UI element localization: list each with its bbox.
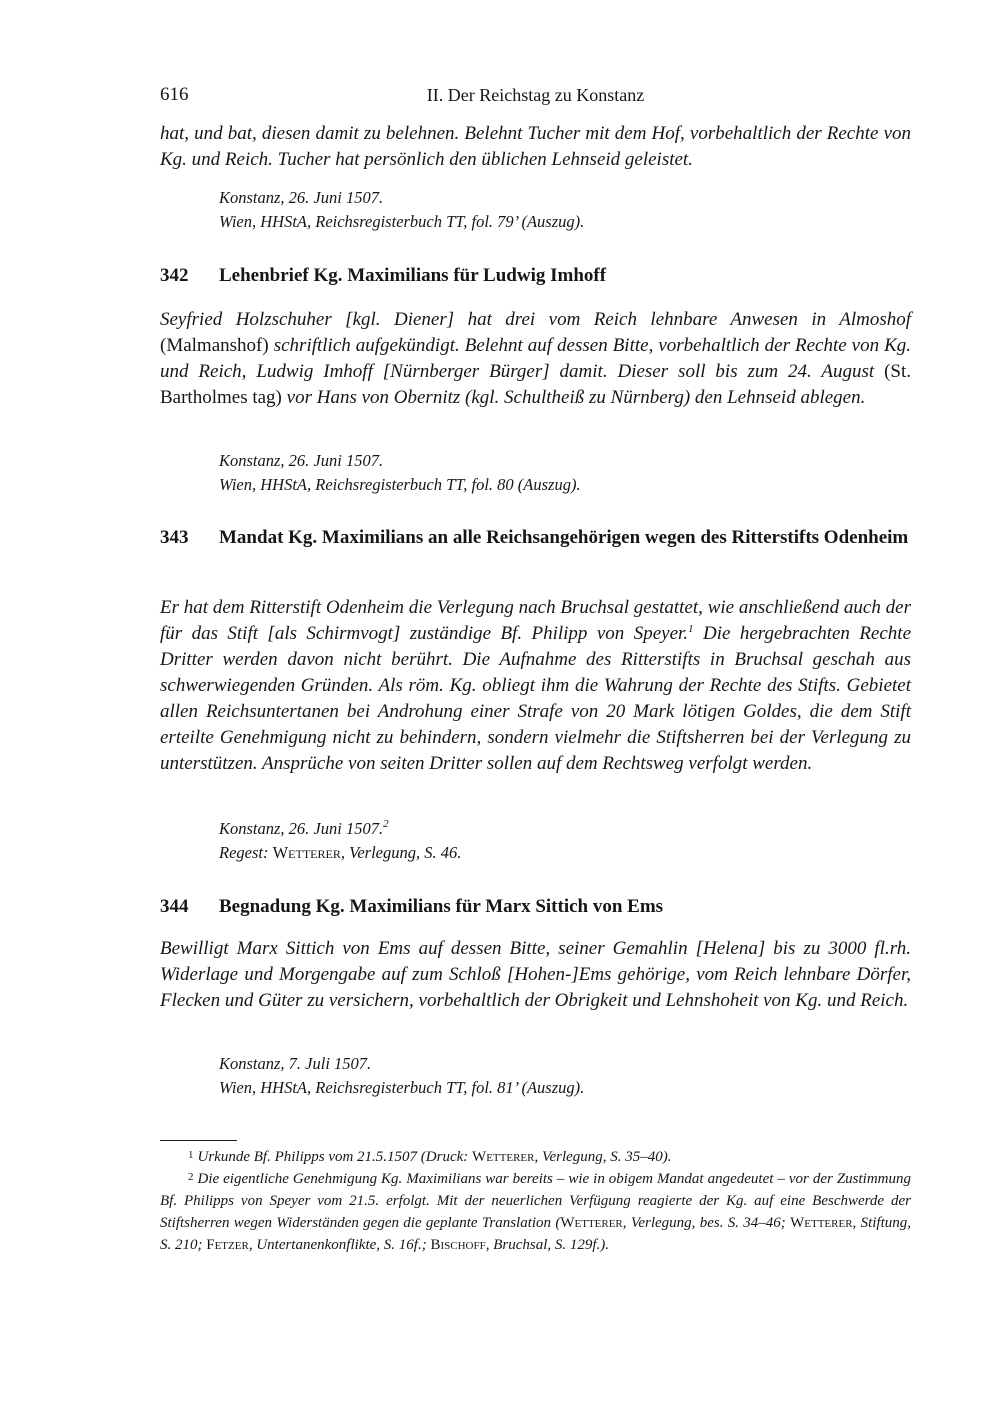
entry-342-text-1: Seyfried Holzschuher [kgl. Diener] hat drei vom Reich lehnbare Anwesen in Almoshof xyxy=(160,309,911,330)
entry-342-source: Wien, HHStA, Reichsregisterbuch TT, fol. 80 (Auszug). xyxy=(219,475,581,494)
entry-342-date: Konstanz, 26. Juni 1507. xyxy=(219,451,384,470)
footnote-1-text: Urkunde Bf. Philipps vom 21.5.1507 (Druck: xyxy=(197,1149,469,1165)
entry-344-heading xyxy=(160,894,911,920)
intro-source: Wien, HHStA, Reichsregisterbuch TT, fol. 79’ (Auszug). xyxy=(219,212,585,231)
entry-344-number: 344 xyxy=(160,896,189,917)
entry-344-regest: Bewilligt Marx Sittich von Ems auf dessen Bitte, seiner Gemahlin [Helena] bis zu 3000 fl.rh. Widerlage und Morgengabe auf zum Schloß [Hohen-]Ems gehörige, vom Reich lehnbare Dörfer, Flecken und Güter zu versichern, vorbehaltlich der Obrigkeit und Lehnshoheit von Kg. und Reich. xyxy=(160,938,911,1011)
entry-343-date: Konstanz, 26. Juni 1507. xyxy=(219,819,384,838)
footnote-2-ref-2: , Stiftung, S. 210; xyxy=(160,1215,912,1253)
entry-342-title: Lehenbrief Kg. Maximilians für Ludwig Imhoff xyxy=(219,265,607,286)
footnotes xyxy=(160,1146,911,1256)
footnote-2-ref-1: , Verlegung, bes. S. 34–46; xyxy=(622,1215,786,1231)
regest-label: Regest: xyxy=(219,843,269,862)
footnote-2-author-1: Wetterer xyxy=(560,1215,623,1231)
entry-343-text-1: Er hat dem Ritterstift Odenheim die Verlegung nach Bruchsal gestattet, wie anschließend auch der für das Stift [als Schirmvogt] zuständige Bf. Philipp von Speyer. xyxy=(160,597,911,644)
entry-342-text-4: (St. Bartholmes tag) xyxy=(160,361,911,408)
regest-author: Wetterer xyxy=(272,843,341,862)
footnote-2-mark: 2 xyxy=(188,1171,194,1183)
footnote-separator xyxy=(160,1140,237,1141)
intro-regest-text: hat, und bat, diesen damit zu belehnen. Belehnt Tucher mit dem Hof, vorbehaltlich der Rechte von Kg. und Reich. Tucher hat persönlich den üblichen Lehnseid geleistet. xyxy=(160,123,911,170)
entry-344-date: Konstanz, 7. Juli 1507. xyxy=(219,1054,372,1073)
entry-342-text-2: (Malmanshof) xyxy=(160,335,269,356)
regest-work: , Verlegung, S. 46. xyxy=(340,843,462,862)
footnote-2-ref-3: , Untertanenkonflikte, S. 16f.; xyxy=(248,1237,427,1253)
entry-343-title: Mandat Kg. Maximilians an alle Reichsangehörigen wegen des Ritterstifts Odenheim xyxy=(219,527,909,548)
chapter-title: II. Der Reichstag zu Konstanz xyxy=(426,85,645,105)
footnote-2-author-2: Wetterer xyxy=(790,1215,853,1231)
footnote-2-author-4: Bischoff xyxy=(430,1237,486,1253)
running-head xyxy=(160,82,911,108)
entry-342-text-5: vor Hans von Obernitz (kgl. Schultheiß zu Nürnberg) den Lehnseid ablegen. xyxy=(286,387,866,408)
entry-343-number: 343 xyxy=(160,527,189,548)
footnote-ref-1[interactable]: 1 xyxy=(688,623,694,635)
entry-344-source: Wien, HHStA, Reichsregisterbuch TT, fol. 81’ (Auszug). xyxy=(219,1078,585,1097)
footnote-ref-2[interactable]: 2 xyxy=(383,818,389,830)
footnote-1-mark: 1 xyxy=(188,1149,194,1161)
footnote-2-text: Die eigentliche Genehmigung Kg. Maximilians war bereits – wie in obigem Mandat angedeutet – vor der Zustimmung Bf. Philipps von Speyer vom 21.5. erfolgt. Mit der neuerlichen Verfügung reagierte der Kg. auf eine Beschwerde der Stiftsherren wegen Widerständen gegen die geplante Translation ( xyxy=(160,1171,911,1231)
entry-344-title: Begnadung Kg. Maximilians für Marx Sittich von Ems xyxy=(219,896,664,917)
entry-343-heading xyxy=(160,525,911,551)
entry-343-regest-ref xyxy=(219,841,911,865)
footnote-1-ref: , Verlegung, S. 35–40). xyxy=(534,1149,672,1165)
intro-metadata xyxy=(219,186,911,234)
footnote-2-ref-4: , Bruchsal, S. 129f.). xyxy=(485,1237,610,1253)
footnote-2-author-3: Fetzer xyxy=(206,1237,249,1253)
entry-343-regest xyxy=(160,595,911,777)
footnote-1 xyxy=(160,1146,911,1168)
entry-342-heading xyxy=(160,263,911,289)
entry-342-number: 342 xyxy=(160,265,189,286)
entry-343-text-2: Die hergebrachten Rechte Dritter werden davon nicht berührt. Die Aufnahme des Ritterstifts in Bruchsal geschah aus schwerwiegenden Gründen. Als röm. Kg. obliegt ihm die Wahrung der Rechte des Stifts. Gebietet allen Reichsuntertanen bei Androhung einer Strafe von 20 Mark lötigen Goldes, die dem Stift erteilte Genehmigung nicht zu behindern, sondern vielmehr die Stiftsherren bei der Verlegung zu unterstützen. Ansprüche von seiten Dritter sollen auf dem Rechtsweg verfolgt werden. xyxy=(160,623,912,774)
entry-342-metadata xyxy=(219,449,911,497)
entry-342-regest xyxy=(160,307,911,411)
footnote-1-author: Wetterer xyxy=(472,1149,535,1165)
entry-342-text-3: schriftlich aufgekündigt. Belehnt auf dessen Bitte, vorbehaltlich der Rechte von Kg. und Reich, Ludwig Imhoff [Nürnberger Bürger] damit. Dieser soll bis zum 24. August xyxy=(160,335,912,382)
footnote-2 xyxy=(160,1168,911,1256)
book-page xyxy=(160,0,911,1418)
entry-344-metadata xyxy=(219,1052,911,1100)
entry-343-metadata xyxy=(219,817,911,865)
page-number: 616 xyxy=(160,84,189,105)
intro-date: Konstanz, 26. Juni 1507. xyxy=(219,188,384,207)
